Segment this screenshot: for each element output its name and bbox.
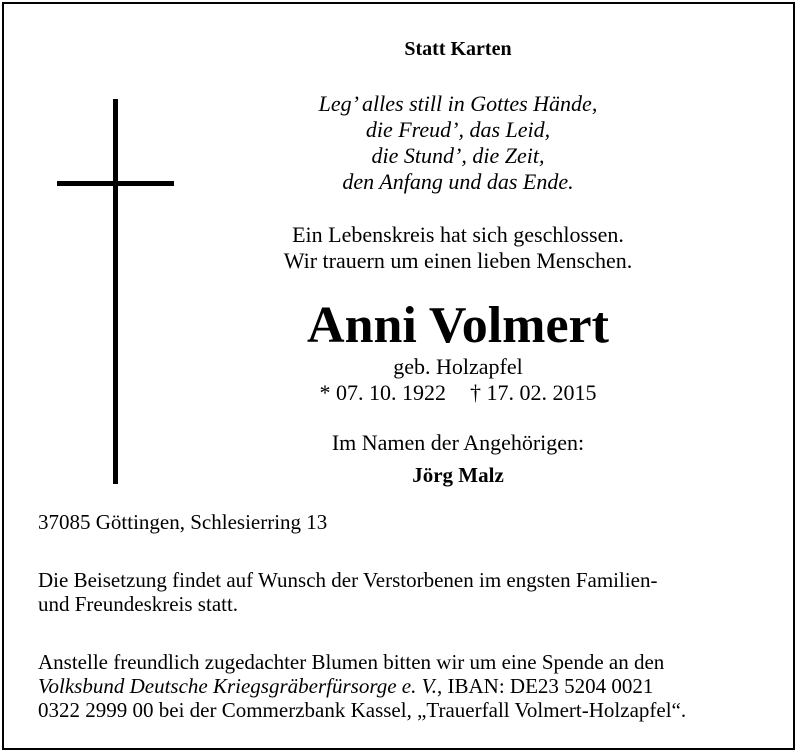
donation-organization: Volksbund Deutsche Kriegsgräberfürsorge e. V. [38, 674, 437, 698]
donation-line [38, 674, 768, 698]
burial-line: und Freundeskreis statt. [38, 592, 239, 616]
poem-line: die Stund’, die Zeit, [371, 143, 545, 168]
message-line: Ein Lebenskreis hat sich geschlossen. [292, 222, 624, 247]
donation-line: Anstelle freundlich zugedachter Blumen bitten wir um eine Spende an den [38, 650, 665, 674]
signer-name: Jörg Malz [412, 463, 504, 487]
message-line: Wir trauern um einen lieben Menschen. [283, 248, 633, 273]
maiden-name: geb. Holzapfel [393, 354, 523, 379]
poem-line: den Anfang und das Ende. [342, 169, 574, 194]
life-dates [258, 380, 658, 406]
donation-line: 0322 2999 00 bei der Commerzbank Kassel, „Trauerfall Volmert-Holzapfel“. [38, 698, 687, 722]
notice-heading: Statt Karten [404, 38, 512, 60]
deceased-name: Anni Volmert [307, 297, 609, 354]
donation-iban: , IBAN: DE23 5204 0021 [436, 674, 654, 698]
address: 37085 Göttingen, Schlesierring 13 [38, 510, 328, 534]
burial-notice [38, 568, 768, 616]
mourning-message [258, 222, 658, 274]
birth-date: * 07. 10. 1922 [319, 380, 446, 405]
poem [258, 91, 658, 195]
poem-line: die Freud’, das Leid, [365, 117, 551, 142]
death-date: † 17. 02. 2015 [470, 380, 597, 405]
poem-line: Leg’ alles still in Gottes Hände, [318, 91, 598, 116]
donation-notice [38, 650, 768, 722]
burial-line: Die Beisetzung findet auf Wunsch der Verstorbenen im engsten Familien- [38, 568, 658, 592]
on-behalf-label: Im Namen der Angehörigen: [331, 430, 585, 455]
